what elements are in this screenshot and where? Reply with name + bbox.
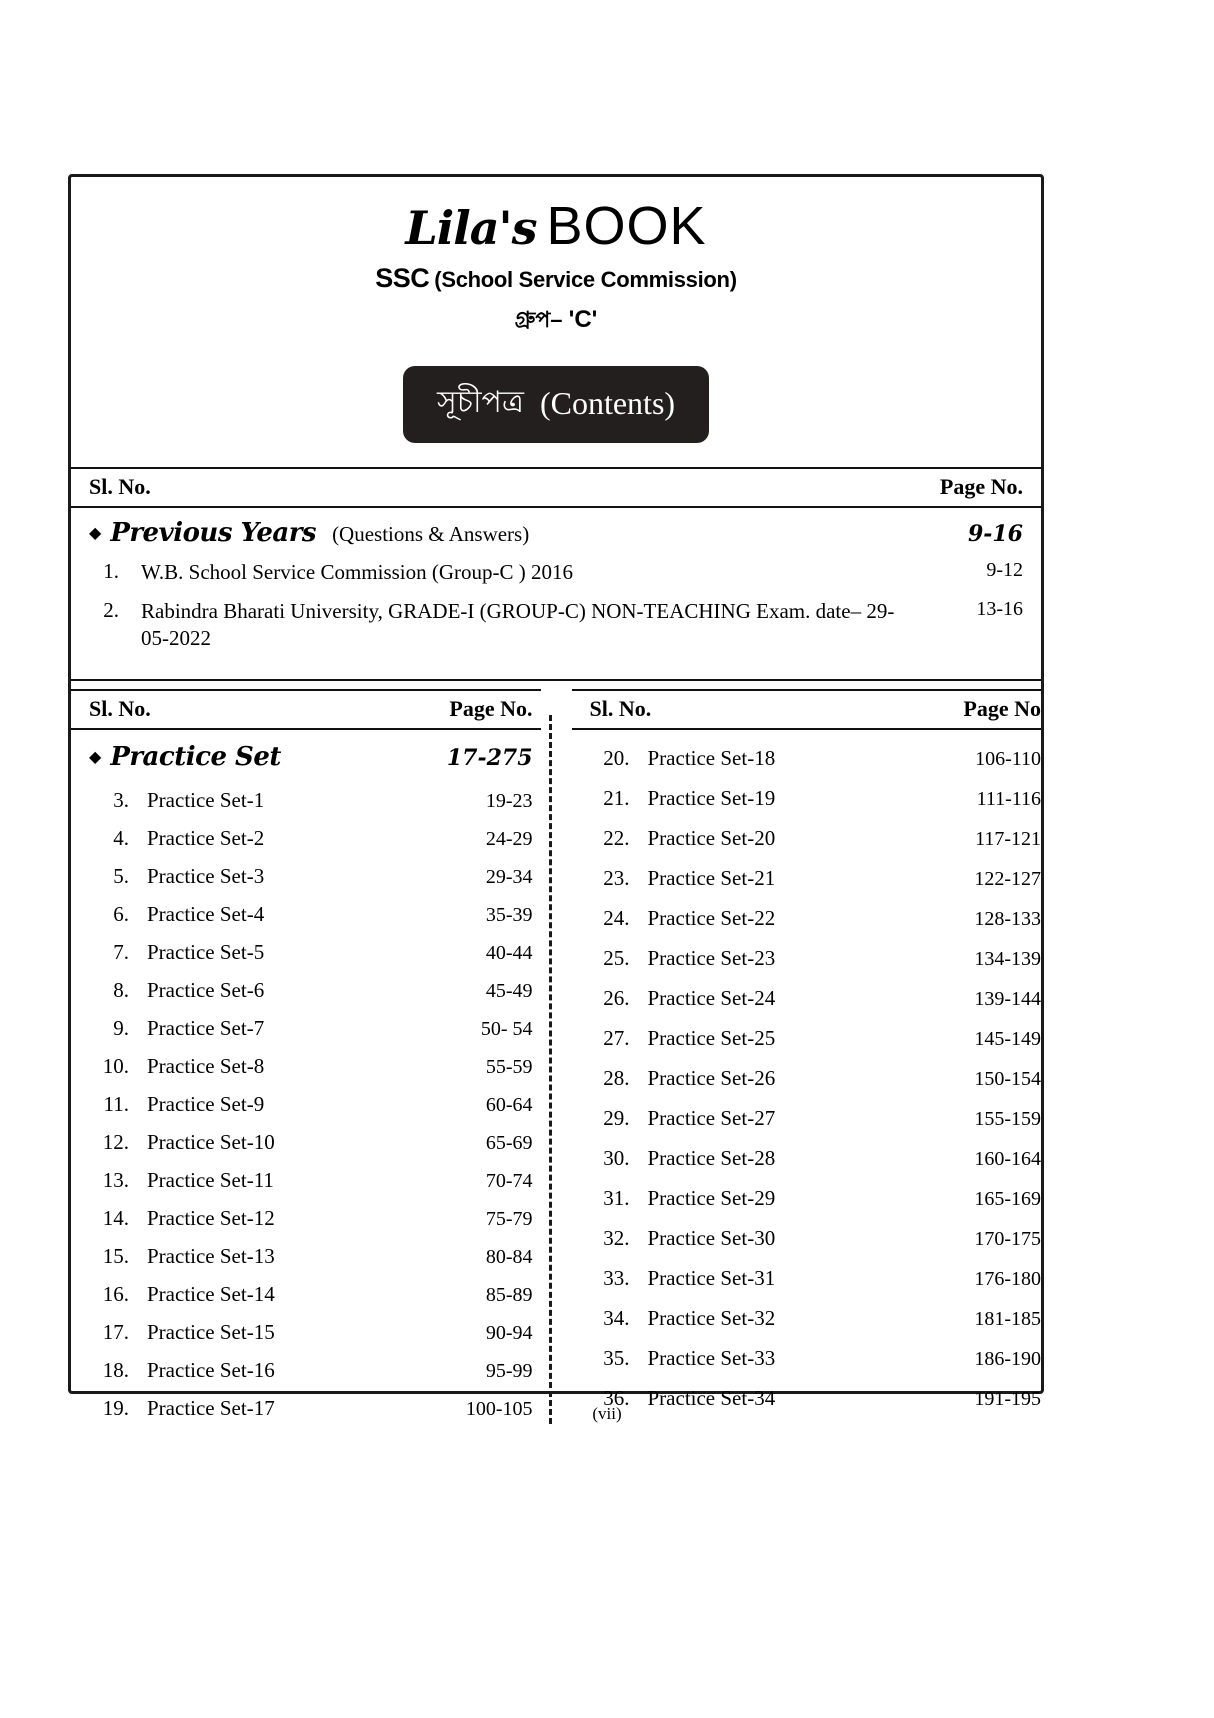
ssc-expansion: (School Service Commission) — [434, 267, 737, 292]
previous-years-col-page: Page No. — [939, 474, 1023, 499]
list-item[interactable] — [590, 1106, 1042, 1131]
previous-years-table — [71, 467, 1041, 681]
row-pages: 35-39 — [485, 904, 533, 927]
row-number: 33. — [603, 1266, 630, 1291]
row-pages: 70-74 — [485, 1170, 533, 1193]
row-title: Practice Set-21 — [647, 866, 776, 891]
contents-banner — [403, 366, 709, 443]
previous-years-section-row — [89, 518, 1023, 548]
practice-set-section-title: Practice Set — [110, 742, 281, 773]
diamond-bullet-icon: ◆ — [89, 525, 102, 542]
row-title: Practice Set-10 — [147, 1130, 275, 1155]
row-number: 3. — [113, 788, 129, 813]
list-item[interactable] — [590, 746, 1042, 771]
row-title: Practice Set-11 — [147, 1168, 274, 1193]
row-title: Rabindra Bharati University, GRADE-I (GROUP-C) NON-TEACHING Exam. date– 29-05-2022 — [141, 598, 895, 651]
row-number: 13. — [102, 1168, 129, 1193]
table-row[interactable] — [89, 559, 1023, 587]
row-pages: 55-59 — [485, 1056, 533, 1079]
list-item[interactable] — [590, 1266, 1042, 1291]
row-pages: 90-94 — [485, 1322, 533, 1345]
list-item[interactable] — [89, 788, 533, 813]
list-item[interactable] — [89, 978, 533, 1003]
row-number: 16. — [102, 1282, 129, 1307]
row-title: W.B. School Service Commission (Group-C ) 2016 — [141, 560, 574, 584]
practice-set-section-row — [89, 742, 533, 772]
row-title: Practice Set-3 — [147, 864, 265, 889]
row-title: Practice Set-25 — [647, 1026, 776, 1051]
row-number: 28. — [603, 1066, 630, 1091]
practice-set-left-col-page: Page No. — [449, 696, 533, 722]
row-title: Practice Set-28 — [647, 1146, 776, 1171]
list-item[interactable] — [89, 864, 533, 889]
row-pages: 150-154 — [974, 1068, 1041, 1091]
practice-set-left-header-row — [71, 689, 541, 730]
row-title: Practice Set-8 — [147, 1054, 265, 1079]
row-pages: 191-195 — [974, 1388, 1041, 1411]
row-title: Practice Set-32 — [647, 1306, 776, 1331]
contents-banner-wrap — [71, 366, 1041, 443]
row-pages: 85-89 — [485, 1284, 533, 1307]
row-title: Practice Set-12 — [147, 1206, 275, 1231]
list-item[interactable] — [89, 902, 533, 927]
practice-set-right-body — [572, 730, 1042, 1411]
row-number: 27. — [603, 1026, 630, 1051]
row-number: 20. — [603, 746, 630, 771]
row-pages: 176-180 — [974, 1268, 1041, 1291]
row-number: 11. — [103, 1092, 129, 1117]
list-item[interactable] — [89, 1016, 533, 1041]
row-number: 19. — [102, 1396, 129, 1421]
row-title: Practice Set-2 — [147, 826, 265, 851]
book-title-script: Lila's — [405, 201, 537, 255]
row-pages: 122-127 — [974, 868, 1041, 891]
row-number: 29. — [603, 1106, 630, 1131]
row-number: 23. — [603, 866, 630, 891]
page-folio: (vii) — [592, 1404, 622, 1423]
row-title: Practice Set-5 — [147, 940, 265, 965]
row-title: Practice Set-24 — [647, 986, 776, 1011]
previous-years-header-row — [71, 469, 1041, 508]
list-item[interactable] — [590, 946, 1042, 971]
row-number: 4. — [113, 826, 129, 851]
practice-set-table — [71, 689, 1041, 1434]
row-number: 7. — [113, 940, 129, 965]
diamond-bullet-icon: ◆ — [89, 749, 102, 767]
practice-set-left-body — [71, 730, 541, 1421]
row-number: 21. — [603, 786, 630, 811]
list-item[interactable] — [89, 826, 533, 851]
ssc-line — [71, 263, 1041, 294]
list-item[interactable] — [590, 1066, 1042, 1091]
row-pages: 75-79 — [485, 1208, 533, 1231]
row-pages: 170-175 — [974, 1228, 1041, 1251]
list-item[interactable] — [89, 1054, 533, 1079]
practice-set-left-column — [71, 689, 549, 1434]
row-pages: 111-116 — [976, 788, 1041, 811]
row-title: Practice Set-14 — [147, 1282, 275, 1307]
row-number: 15. — [102, 1244, 129, 1269]
row-title: Practice Set-19 — [647, 786, 776, 811]
row-pages: 128-133 — [974, 908, 1041, 931]
list-item[interactable] — [590, 1306, 1042, 1331]
practice-set-right-header-row — [572, 689, 1042, 730]
row-title: Practice Set-30 — [647, 1226, 776, 1251]
row-number: 30. — [603, 1146, 630, 1171]
row-pages: 45-49 — [485, 980, 533, 1003]
list-item[interactable] — [590, 786, 1042, 811]
row-number: 14. — [102, 1206, 129, 1231]
table-row[interactable] — [89, 598, 1023, 653]
row-pages: 95-99 — [485, 1360, 533, 1383]
row-number: 17. — [102, 1320, 129, 1345]
group-line — [71, 303, 1041, 340]
list-item[interactable] — [89, 1130, 533, 1155]
row-title: Practice Set-20 — [647, 826, 776, 851]
list-item[interactable] — [590, 986, 1042, 1011]
row-title: Practice Set-9 — [147, 1092, 265, 1117]
practice-set-right-col-page: Page No — [963, 696, 1041, 722]
row-pages: 40-44 — [485, 942, 533, 965]
list-item[interactable] — [590, 906, 1042, 931]
row-title: Practice Set-17 — [147, 1396, 275, 1421]
row-title: Practice Set-16 — [147, 1358, 275, 1383]
contents-banner-bengali: সূচীপত্র — [436, 386, 524, 419]
list-item[interactable] — [590, 826, 1042, 851]
row-pages: 9-12 — [986, 559, 1023, 581]
row-number: 32. — [603, 1226, 630, 1251]
list-item[interactable] — [89, 1358, 533, 1383]
row-number: 6. — [113, 902, 129, 927]
row-pages: 186-190 — [974, 1348, 1041, 1371]
row-number: 24. — [603, 906, 630, 931]
row-pages: 139-144 — [974, 988, 1041, 1011]
practice-set-right-column — [552, 689, 1042, 1434]
row-number: 25. — [603, 946, 630, 971]
list-item[interactable] — [590, 1146, 1042, 1171]
row-number: 5. — [113, 864, 129, 889]
row-number: 31. — [603, 1186, 630, 1211]
row-number: 26. — [603, 986, 630, 1011]
previous-years-section-subtitle: (Questions & Answers) — [332, 522, 530, 546]
contents-banner-english: (Contents) — [539, 385, 676, 421]
row-number: 10. — [102, 1054, 129, 1079]
row-pages: 134-139 — [974, 948, 1041, 971]
book-title-main: BOOK — [546, 196, 707, 256]
row-title: Practice Set-1 — [147, 788, 265, 813]
row-title: Practice Set-27 — [647, 1106, 776, 1131]
row-pages: 19-23 — [485, 790, 533, 813]
row-pages: 160-164 — [974, 1148, 1041, 1171]
row-pages: 100-105 — [465, 1398, 533, 1421]
row-title: Practice Set-26 — [647, 1066, 776, 1091]
row-title: Practice Set-18 — [647, 746, 776, 771]
row-pages: 165-169 — [974, 1188, 1041, 1211]
list-item[interactable] — [590, 1026, 1042, 1051]
row-pages: 29-34 — [485, 866, 533, 889]
previous-years-col-sl: Sl. No. — [89, 474, 151, 499]
row-pages: 181-185 — [974, 1308, 1041, 1331]
list-item[interactable] — [89, 1320, 533, 1345]
row-title: Practice Set-29 — [647, 1186, 776, 1211]
previous-years-body — [71, 508, 1041, 679]
row-title: Practice Set-22 — [647, 906, 776, 931]
row-title: Practice Set-13 — [147, 1244, 275, 1269]
row-number: 1. — [103, 559, 119, 583]
row-title: Practice Set-33 — [647, 1346, 776, 1371]
row-number: 12. — [102, 1130, 129, 1155]
row-pages: 65-69 — [485, 1132, 533, 1155]
list-item[interactable] — [89, 940, 533, 965]
row-pages: 145-149 — [974, 1028, 1041, 1051]
practice-set-section-pages: 17-275 — [446, 745, 533, 772]
row-title: Practice Set-4 — [147, 902, 265, 927]
row-pages: 13-16 — [976, 597, 1023, 620]
row-number: 9. — [113, 1016, 129, 1041]
practice-set-right-col-sl: Sl. No. — [589, 696, 652, 722]
row-title: Practice Set-7 — [147, 1016, 265, 1041]
book-title — [71, 196, 1041, 256]
row-number: 36. — [603, 1386, 630, 1411]
row-pages: 24-29 — [485, 828, 533, 851]
list-item[interactable] — [590, 866, 1042, 891]
row-pages: 80-84 — [485, 1246, 533, 1269]
group-label: গ্রুপ– — [514, 307, 563, 332]
row-title: Practice Set-34 — [647, 1386, 776, 1411]
list-item[interactable] — [590, 1186, 1042, 1211]
page-header — [71, 177, 1041, 443]
row-title: Practice Set-6 — [147, 978, 265, 1003]
practice-set-left-col-sl: Sl. No. — [89, 696, 151, 722]
row-pages: 106-110 — [975, 748, 1041, 771]
list-item[interactable] — [590, 1346, 1042, 1371]
list-item[interactable] — [89, 1168, 533, 1193]
previous-years-section-title: Previous Years — [110, 518, 317, 548]
row-title: Practice Set-31 — [647, 1266, 776, 1291]
row-number: 22. — [603, 826, 630, 851]
list-item[interactable] — [89, 1092, 533, 1117]
list-item[interactable] — [89, 1244, 533, 1269]
row-title: Practice Set-23 — [647, 946, 776, 971]
row-number: 8. — [113, 978, 129, 1003]
list-item[interactable] — [590, 1226, 1042, 1251]
list-item[interactable] — [89, 1206, 533, 1231]
row-pages: 117-121 — [975, 828, 1041, 851]
row-pages: 155-159 — [974, 1108, 1041, 1131]
ssc-abbr: SSC — [375, 263, 430, 293]
row-number: 2. — [103, 597, 119, 622]
previous-years-section-pages: 9-16 — [967, 521, 1023, 547]
row-number: 18. — [102, 1358, 129, 1383]
row-pages: 50- 54 — [480, 1018, 533, 1041]
group-value: 'C' — [568, 306, 598, 333]
row-number: 35. — [603, 1346, 630, 1371]
row-title: Practice Set-15 — [147, 1320, 275, 1345]
row-number: 34. — [603, 1306, 630, 1331]
list-item[interactable] — [89, 1282, 533, 1307]
row-pages: 60-64 — [485, 1094, 533, 1117]
